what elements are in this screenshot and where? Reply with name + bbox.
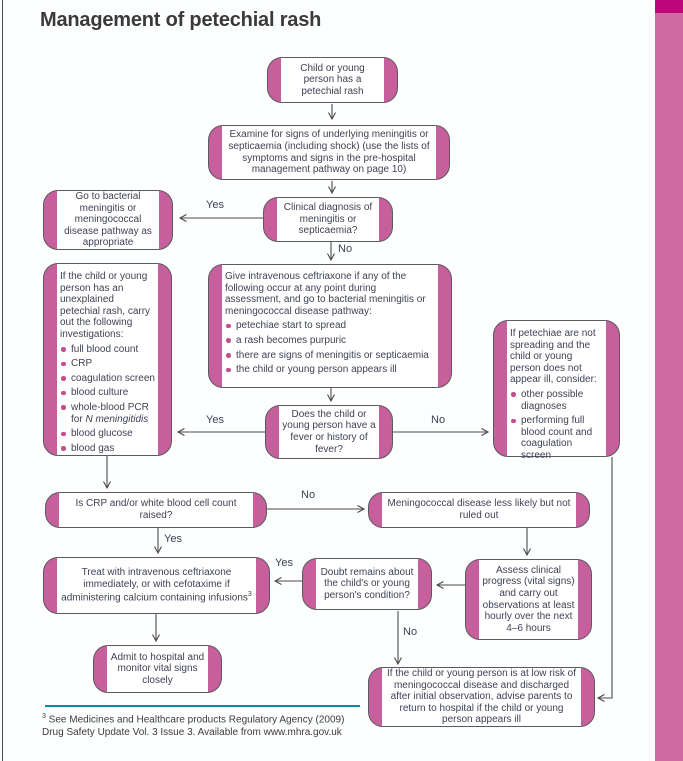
node-less-likely (368, 492, 590, 528)
page-side-bar (655, 0, 683, 761)
node-investigations-body (60, 271, 155, 454)
node-low-risk (368, 667, 595, 727)
node-assess-text: Assess clinical progress (vital signs) and carry out observations at least hourly over the next 4–6 hours (482, 564, 575, 634)
edge-label-crp-yes: Yes (164, 533, 182, 545)
node-low-risk-text: If the child or young person is at low risk of meningococcal disease and discharged after initial observation, advise parents to return to hospital if the child or young person appears ill (387, 668, 576, 726)
not-spreading-bullet-list (510, 389, 603, 462)
node-start (267, 57, 398, 103)
edge-label-doubt-no: No (403, 626, 418, 638)
node-doubt (302, 558, 432, 610)
node-less-likely-text: Meningococcal disease less likely but not ruled out (387, 498, 571, 521)
node-investigations (43, 263, 172, 456)
bullet-item: petechiae start to spread (225, 320, 435, 332)
node-give-ceftriaxone (208, 264, 452, 388)
node-give-ceftriaxone-intro: Give intravenous ceftriaxone if any of the following occur at any point during assessment, and go to bacterial meningitis or meningococcal disease pathway: (225, 271, 426, 317)
bullet-item: blood glucose (60, 428, 155, 440)
page-left-border (2, 0, 3, 761)
node-give-ceftriaxone-body (225, 271, 435, 376)
side-bar-magenta-block (655, 0, 683, 13)
footnote-ref: 3 (42, 713, 46, 720)
node-clinical-diagnosis (263, 197, 393, 242)
node-treat (43, 557, 270, 614)
node-start-text: Child or young person has a petechial rash (300, 62, 365, 97)
node-admit (93, 645, 222, 693)
footnote-line2: Drug Safety Update Vol. 3 Issue 3. Available from www.mhra.gov.uk (42, 727, 342, 739)
node-admit-text: Admit to hospital and monitor vital signs closely (110, 651, 205, 686)
side-bar-pink-strip (655, 13, 683, 761)
bullet-item-pcr (60, 402, 155, 425)
pcr-text: whole-blood PCR for (71, 401, 149, 425)
edge-label-doubt-yes: Yes (275, 557, 293, 569)
arrow-notspreading-to-lowrisk (598, 457, 612, 698)
node-fever-text: Does the child or young person have a fever or history of fever? (282, 408, 376, 455)
node-crp (45, 492, 267, 528)
node-clinical-diagnosis-text: Clinical diagnosis of meningitis or septicaemia? (283, 202, 373, 237)
node-crp-text: Is CRP and/or white blood cell count raised? (75, 498, 237, 521)
treat-footnote-ref: 3 (247, 590, 252, 598)
edge-label-clinical-yes: Yes (206, 199, 224, 211)
page-title: Management of petechial rash (40, 9, 322, 31)
edge-label-fever-yes: Yes (206, 414, 224, 426)
node-not-spreading-body (510, 328, 603, 462)
edge-label-crp-no: No (301, 489, 316, 501)
edge-label-fever-no: No (431, 414, 446, 426)
bullet-item: other possible diagnoses (510, 389, 603, 412)
node-treat-text (60, 567, 253, 603)
footnote-line1: See Medicines and Healthcare products Regulatory Agency (2009) (45, 714, 345, 726)
node-assess (465, 559, 592, 640)
node-examine (208, 125, 450, 180)
bullet-item: CRP (60, 358, 155, 370)
footnote (42, 712, 372, 739)
bullet-item: full blood count (60, 344, 155, 356)
give-ceftriaxone-bullet-list (225, 320, 435, 375)
bullet-item: performing full blood count and coagulation screen (510, 415, 603, 461)
investigations-bullet-list (60, 344, 155, 455)
node-investigations-intro: If the child or young person has an unexplained petechial rash, carry out the following investigations: (60, 271, 151, 340)
node-not-spreading (493, 320, 620, 461)
node-goto-pathway (43, 190, 173, 250)
bullet-item: there are signs of meningitis or septicaemia (225, 350, 435, 362)
edge-label-clinical-no: No (338, 243, 353, 255)
bullet-item: blood gas (60, 443, 155, 455)
node-goto-pathway-text: Go to bacterial meningitis or meningococcal disease pathway as appropriate (64, 191, 152, 249)
pcr-organism-italic: N meningitidis (85, 413, 149, 425)
node-fever (265, 405, 393, 459)
bullet-item: a rash becomes purpuric (225, 335, 435, 347)
node-doubt-text: Doubt remains about the child's or young person's condition? (320, 566, 414, 601)
node-examine-text: Examine for signs of underlying meningitis or septicaemia (including shock) (use the lists of symptoms and signs in the pre-hospital management pathway on page 10) (228, 129, 430, 176)
bullet-item: coagulation screen (60, 373, 155, 385)
treat-text: Treat with intravenous ceftriaxone immediately, or with cefotaxime if administering calcium containing infusions (61, 567, 248, 603)
bullet-item: blood culture (60, 387, 155, 399)
footnote-divider (45, 705, 360, 707)
node-not-spreading-intro: If petechiae are not spreading and the child or young person does not appear ill, consider: (510, 328, 597, 386)
bullet-item: the child or young person appears ill (225, 364, 435, 376)
